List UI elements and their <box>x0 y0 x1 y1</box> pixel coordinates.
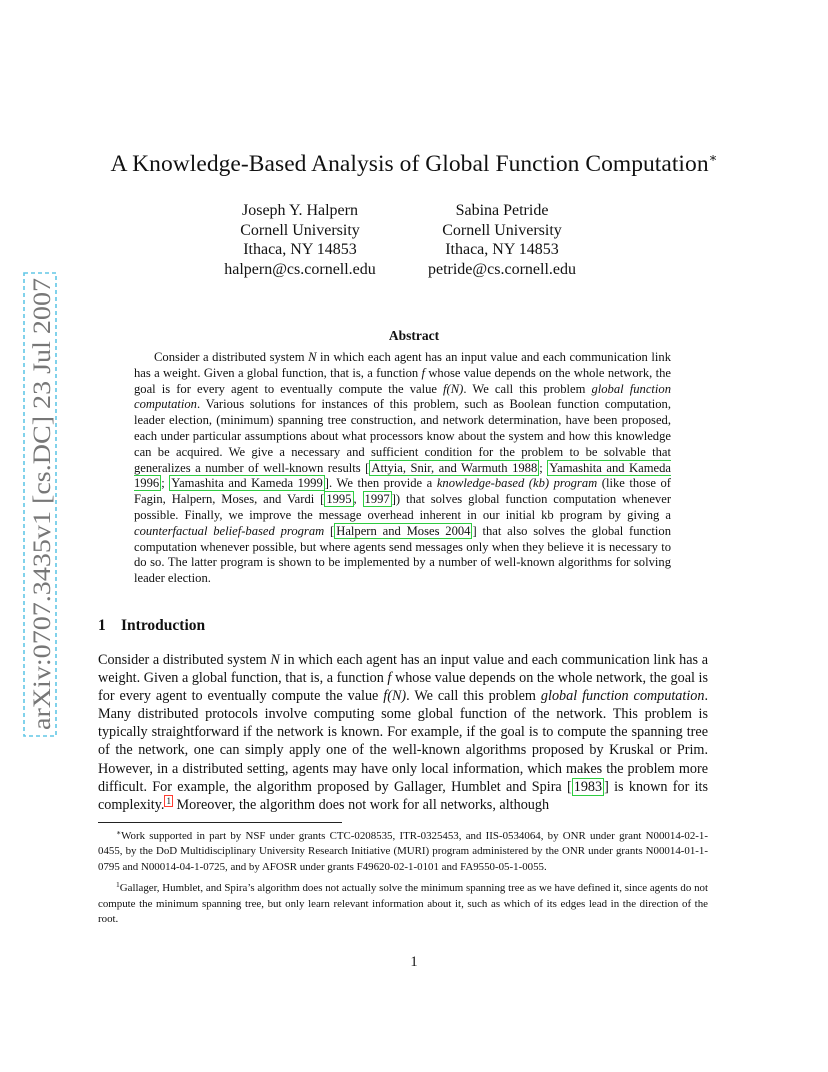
abstract-text: ] that also solves the global function computation whenever possible, but where agents send messages only when they believe it is necessary to do so. The latter program is shown to be implemented by a number of well-known algorithms for solving leader election. <box>134 523 672 586</box>
author-block-1 <box>205 201 395 279</box>
page-number: 1 <box>410 954 418 970</box>
math-var: N <box>270 652 280 668</box>
abstract-text: ]. We then provide a <box>324 476 437 491</box>
abstract-text: whose value depends on the whole network, the goal is for every agent to eventually compute the value <box>134 365 671 396</box>
citation-link[interactable]: Halpern and Moses 2004 <box>336 523 471 538</box>
arxiv-stamp-text: arXiv:0707.3435v1 [cs.DC] 23 Jul 2007 <box>29 327 56 730</box>
abstract-paragraph <box>134 350 671 587</box>
abstract-text: ; <box>539 460 548 475</box>
author-location: Ithaca, NY 14853 <box>445 241 559 258</box>
citation-link[interactable]: 1995 <box>326 492 352 507</box>
body-text: whose value depends on the whole network, the goal is for every agent to eventually compute the value <box>98 670 708 705</box>
section-number: 1 <box>98 617 106 634</box>
title-footnote-mark: ∗ <box>708 150 718 165</box>
footnote <box>98 825 708 875</box>
citation-link[interactable]: Yamashita and Kameda 1996 <box>134 460 671 491</box>
abstract-text: , <box>353 492 363 507</box>
body-text: . Many distributed protocols involve computing some global function of the network. This problem is typically straightforward if the network is known. For example, if the goal is to compute the spanning tree of the network, one can simply apply one of the well-known algorithms proposed by Kruskal or Prim. However, in a distributed setting, agents may have only local information, which makes the problem more difficult. For example, the algorithm proposed by Gallager, Humblet and Spira [ <box>98 688 709 795</box>
emphasis-text: global function computation <box>134 381 672 412</box>
author-email: petride@cs.cornell.edu <box>427 260 576 278</box>
emphasis-text: knowledge-based (kb) program <box>436 476 598 491</box>
intro-body <box>98 651 708 814</box>
abstract-text: in which each agent has an input value and each communication link has a weight. Given a global function, that is, a function <box>134 350 671 380</box>
abstract-text: (like those of Fagin, Halpern, Moses, and Vardi [ <box>134 476 671 507</box>
footnote-rule <box>98 822 342 823</box>
abstract-text: Consider a distributed system <box>154 350 309 364</box>
math-var: f <box>421 365 425 380</box>
abstract-text: . Various solutions for instances of this problem, such as Boolean function computation, leader election, (minimum) spanning tree construction, and network determination, have been proposed, each under particular assumptions about what processors know about the system and how this knowledge can be acquired. We give a necessary and sufficient condition for the problem to be solvable that generalizes a number of well-known results <box>134 397 671 475</box>
emphasis-text: counterfactual belief-based program <box>134 523 325 538</box>
author-email: halpern@cs.cornell.edu <box>224 260 376 278</box>
body-text: ] is known for its complexity. <box>98 778 708 813</box>
abstract-text: ; <box>161 476 170 491</box>
math-expr: f(N) <box>443 381 464 396</box>
footnote <box>98 877 708 927</box>
abstract-text: [ <box>365 460 370 475</box>
abstract-text: [ <box>324 523 335 538</box>
abstract-heading: Abstract <box>388 328 440 343</box>
footnotes <box>98 825 708 929</box>
author-location: Ithaca, NY 14853 <box>243 241 357 258</box>
section-title: Introduction <box>121 617 206 634</box>
intro-paragraph <box>98 651 708 814</box>
footnote-mark: 1 <box>116 880 120 890</box>
body-text: Moreover, the algorithm does not work for all networks, although <box>172 796 550 813</box>
citation-link[interactable]: 1997 <box>364 492 390 507</box>
footnote-text: Gallager, Humblet, and Spira’s algorithm does not actually solve the minimum spanning tree as we have defined it, since agents do not compute the minimum spanning tree, but only learn relevant information about it, such as which of its edges lead in the direction of the root. <box>98 882 708 926</box>
author-block-2 <box>407 201 597 279</box>
author-name: Sabina Petride <box>455 202 549 219</box>
citation-link[interactable]: Yamashita and Kameda 1999 <box>171 476 323 491</box>
paper-title-text: A Knowledge-Based Analysis of Global Function Computation <box>110 151 709 177</box>
math-var: N <box>308 350 317 364</box>
abstract-text: ]) that solves global function computation whenever possible. Finally, we improve the message overhead inherent in our initial kb program by giving a <box>134 492 672 522</box>
math-expr: f(N) <box>383 688 407 705</box>
author-affiliation: Cornell University <box>442 221 562 239</box>
citation-link[interactable]: Attyia, Snir, and Warmuth 1988 <box>371 460 538 475</box>
footnote-link[interactable]: 1 <box>166 795 171 806</box>
footnote-text: Work supported in part by NSF under grants CTC-0208535, ITR-0325453, and IIS-0534064, by ONR under grant N00014-02-1-0455, by the DoD Multidisciplinary University Research Initiative (MURI) program administered by the ONR under grants N00014-01-1-0795 and N00014-04-1-0725, and by AFOSR under grants F49620-02-1-0101 and FA9550-05-1-0055. <box>98 830 708 873</box>
body-text: . We call this problem <box>406 688 541 705</box>
abstract-text: . We call this problem <box>463 381 592 396</box>
footnote-mark: ∗ <box>116 828 122 837</box>
author-name: Joseph Y. Halpern <box>242 202 358 219</box>
body-text: Consider a distributed system <box>98 652 271 668</box>
citation-link[interactable]: 1983 <box>573 778 603 795</box>
emphasis-text: global function computation <box>540 688 705 705</box>
body-text: in which each agent has an input value and each communication link has a weight. Given a global function, that is, a function <box>98 652 708 687</box>
section-heading <box>98 617 205 635</box>
author-affiliation: Cornell University <box>240 221 360 239</box>
math-var: f <box>387 670 392 687</box>
abstract-body <box>134 350 671 587</box>
paper-title <box>0 150 828 178</box>
